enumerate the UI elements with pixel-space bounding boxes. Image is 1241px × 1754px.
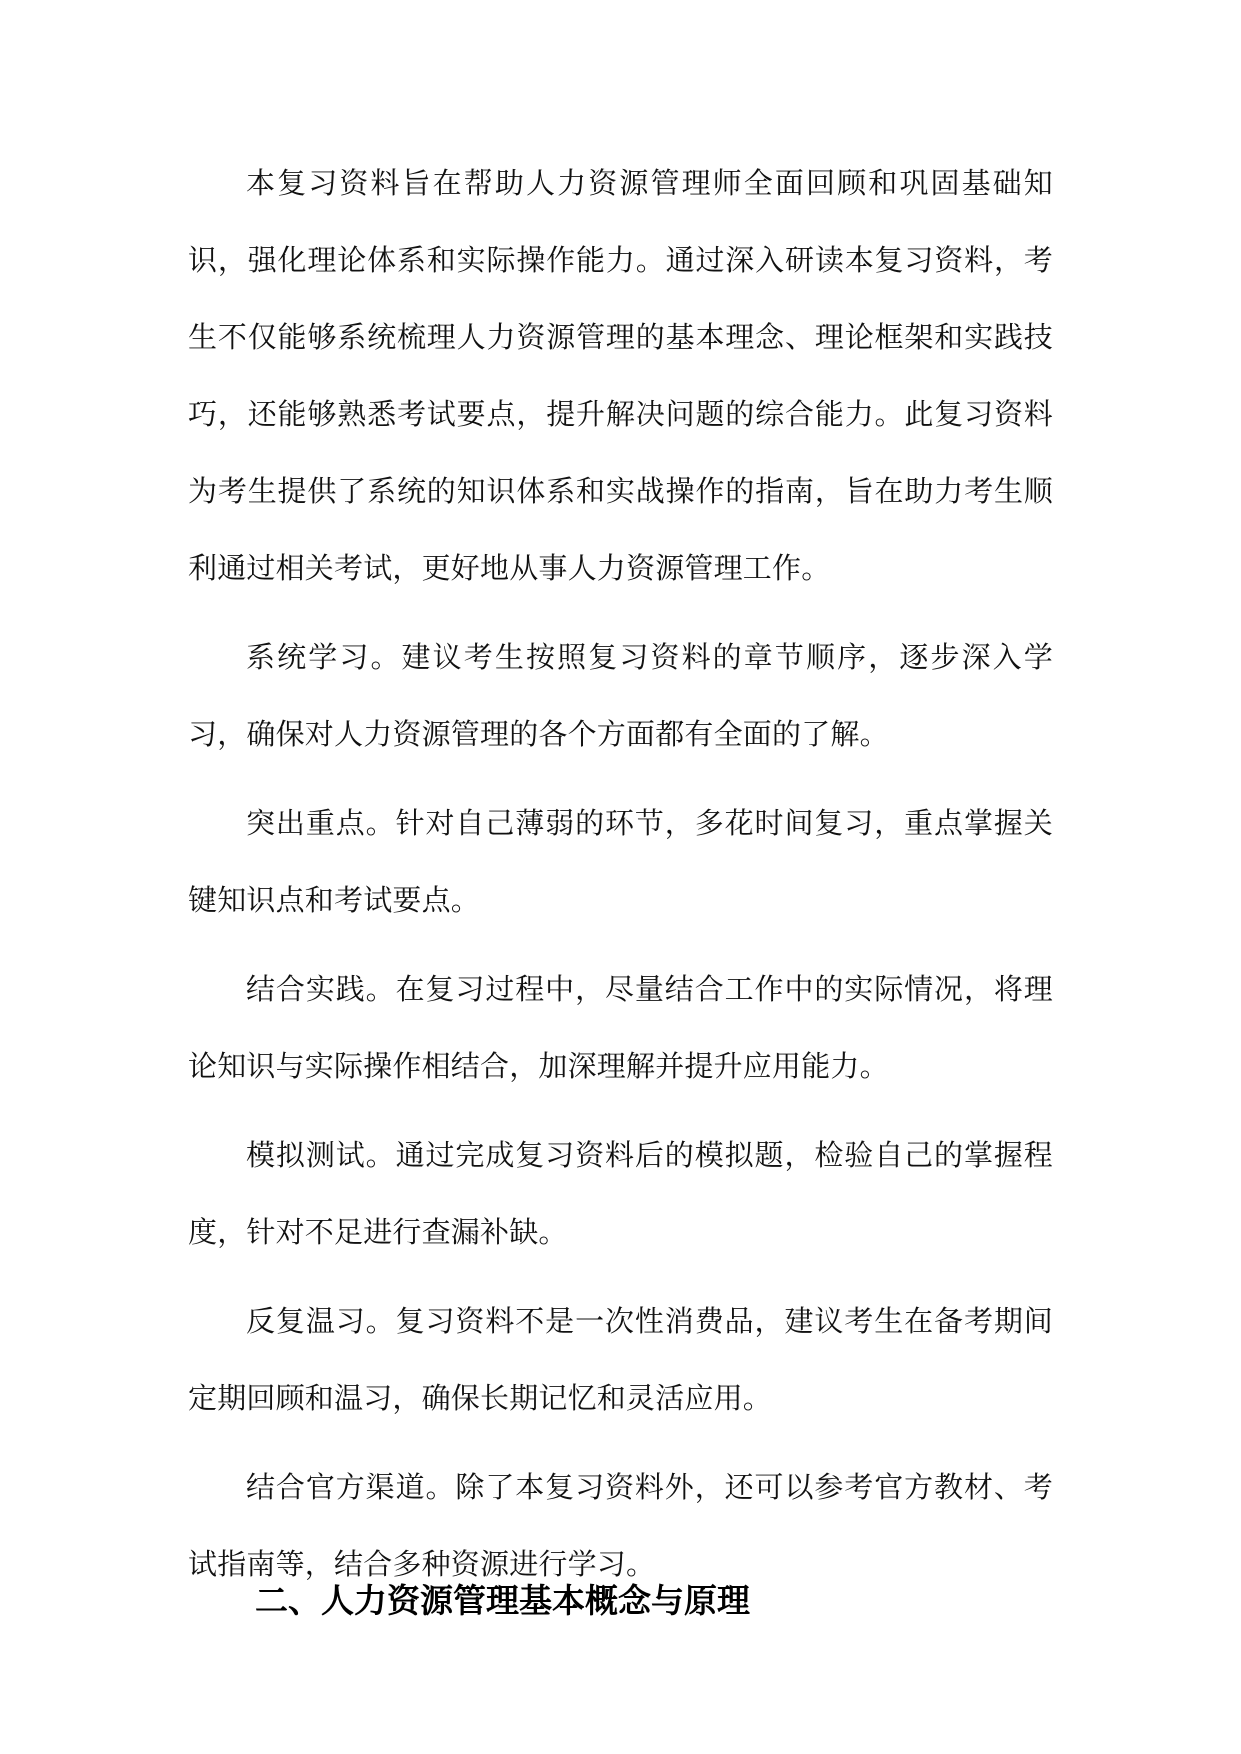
body-text [188,145,1053,1615]
paragraph-practice: 结合实践。在复习过程中，尽量结合工作中的实际情况，将理论知识与实际操作相结合，加深理解并提升应用能力。 [188,972,1053,1083]
paragraph-review: 反复温习。复习资料不是一次性消费品，建议考生在备考期间定期回顾和温习，确保长期记忆和灵活应用。 [188,1304,1053,1415]
section-heading: 二、人力资源管理基本概念与原理 [255,1581,750,1620]
paragraph-mock-test: 模拟测试。通过完成复习资料后的模拟题，检验自己的掌握程度，针对不足进行查漏补缺。 [188,1138,1053,1249]
paragraph-systematic-study: 系统学习。建议考生按照复习资料的章节顺序，逐步深入学习，确保对人力资源管理的各个方面都有全面的了解。 [188,640,1053,751]
paragraph-intro: 本复习资料旨在帮助人力资源管理师全面回顾和巩固基础知识，强化理论体系和实际操作能力。通过深入研读本复习资料，考生不仅能够系统梳理人力资源管理的基本理念、理论框架和实践技巧，还能够熟悉考试要点，提升解决问题的综合能力。此复习资料为考生提供了系统的知识体系和实战操作的指南，旨在助力考生顺利通过相关考试，更好地从事人力资源管理工作。 [188,166,1053,585]
paragraph-key-points: 突出重点。针对自己薄弱的环节，多花时间复习，重点掌握关键知识点和考试要点。 [188,806,1053,917]
paragraph-official-channels: 结合官方渠道。除了本复习资料外，还可以参考官方教材、考试指南等，结合多种资源进行学习。 [188,1470,1053,1581]
